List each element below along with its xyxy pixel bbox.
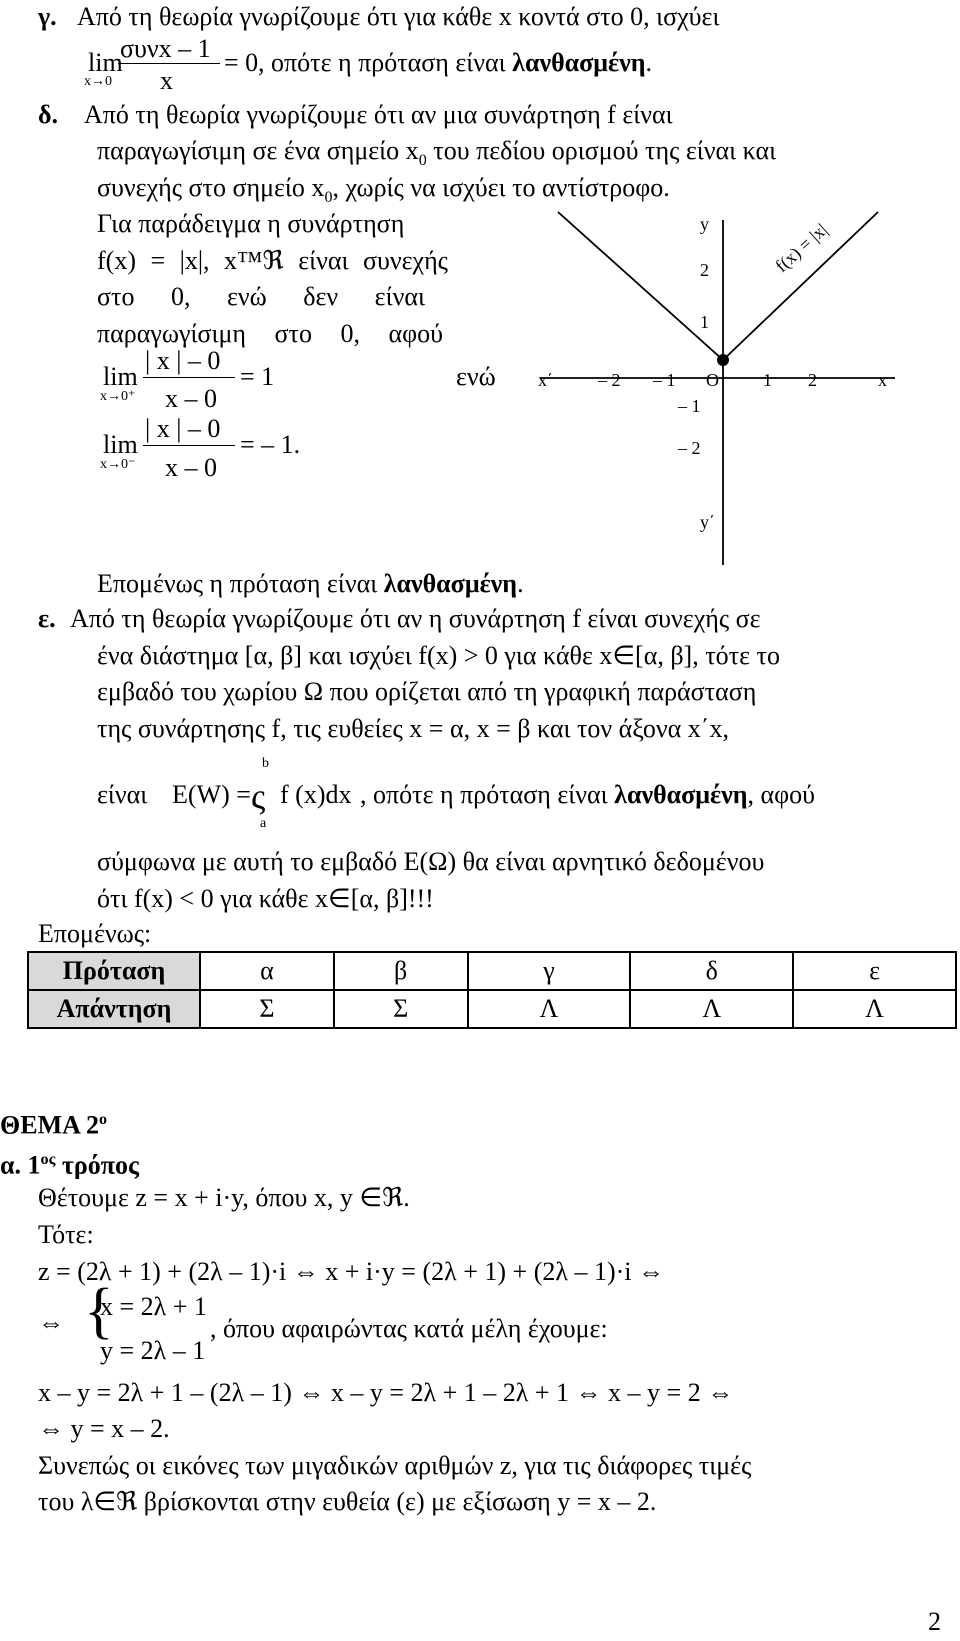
epsilon-line-3: εμβαδό του χωρίου Ω που ορίζεται από τη γραφική παράσταση [97,677,757,706]
table-cell: Λ [468,990,631,1028]
table-cell: Σ [334,990,468,1028]
delta-line-3: συνεχής στο σημείο $x_0$, χωρίς να ισχύει το αντίστροφο. [97,173,670,207]
lim2-fraction-bar [143,445,235,446]
item-epsilon-marker: ε. [38,604,56,633]
lim1-lim: lim [103,362,138,391]
lim2-numerator: | x | – 0 [145,414,221,443]
lim1-denominator: x – 0 [165,384,217,413]
table-cell: β [334,952,468,990]
lim1-equals: = 1 [240,362,275,391]
y-tick-minus-2: – 2 [678,438,701,458]
epsilon-line-5-prefix: είναι [97,780,148,809]
lim2-subscript: x→0⁻ [100,457,136,472]
table-cell: Λ [793,990,956,1028]
epsilon-line-4: της συνάρτησης f, τις ευθείες x = α, x = β και τον άξονα x΄x, [97,714,729,743]
y-tick-minus-1: – 1 [678,396,701,416]
lim1-subscript: x→0⁺ [100,389,136,404]
word-eno: ενώ [456,362,496,391]
integral-upper-limit: b [262,756,269,771]
delta-conclusion: Επομένως η πρόταση είναι λανθασμένη. [97,569,524,598]
lim2-lim: lim [103,430,138,459]
area-lhs: E(W) = [172,780,251,809]
delta-conclusion-bold: λανθασμένη [383,569,518,598]
origin-point [717,354,729,366]
epsilon-conclusion-bold: λανθασμένη [614,780,748,809]
table-row [28,952,956,990]
theme-2-line-2: Τότε: [38,1220,94,1249]
x-tick-2: 2 [808,370,817,390]
theme-2-line-7: Συνεπώς οι εικόνες των μιγαδικών αριθμών z, για τις διάφορες τιμές [38,1451,752,1480]
table-cell: Σ [200,990,334,1028]
theme-2-line-4: , όπου αφαιρώντας κατά μέλη έχουμε: [210,1314,608,1343]
y-axis-label: y [700,214,709,234]
table-header-proposition: Πρόταση [28,952,200,990]
origin-label: O [706,370,719,390]
gamma-conclusion: , οπότε η πρόταση είναι λανθασμένη. [258,48,653,77]
x-tick-1: 1 [763,370,772,390]
y-tick-2: 2 [700,260,709,280]
gamma-equals-zero: = 0 [224,48,259,77]
epsilon-line-1: Από τη θεωρία γνωρίζουμε ότι αν η συνάρτηση f είναι συνεχής σε [70,604,761,633]
theme-2-line-1: Θέτουμε z = x + i·y, όπου x, y ∈ℜ. [38,1183,410,1212]
table-row [28,990,956,1028]
theme-2-title: ΘΕΜΑ $2^o$ [0,1110,108,1140]
theme-2-line-8: του λ∈ℜ βρίσκονται στην ευθεία (ε) με εξίσωση y = x – 2. [38,1487,657,1516]
table-cell: Λ [630,990,793,1028]
delta-line-5: f(x) = |x|, x™ℜ είναι συνεχής [97,246,448,275]
integrand: f (x)dx [280,780,352,809]
x-axis-label: x [878,370,887,390]
theme-2-line-3: z = (2λ + 1) + (2λ – 1)·i ⇔ x + i·y = (2λ + 1) + (2λ – 1)·i ⇔ [38,1257,665,1286]
table-cell: δ [630,952,793,990]
x-tick-minus-1: – 1 [653,370,676,390]
epsilon-line-7: ότι f(x) < 0 για κάθε x∈[α, β]!!! [97,884,434,913]
epsilon-line-6: σύμφωνα με αυτή το εμβαδό Ε(Ω) θα είναι αρνητικό δεδομένου [97,847,765,876]
lim2-equals: = – 1. [240,430,301,459]
gamma-line-1: Από τη θεωρία γνωρίζουμε ότι για κάθε x κοντά στο 0, ισχύει [77,2,720,31]
table-cell: α [200,952,334,990]
gamma-conclusion-bold: λανθασμένη [512,48,646,77]
epsilon-line-2: ένα διάστημα [α, β] και ισχύει f(x) > 0 για κάθε x∈[α, β], τότε το [97,641,780,670]
integral-lower-limit: a [260,816,267,831]
system-equation-2: y = 2λ – 1 [100,1336,206,1365]
abs-function-graph [530,210,910,570]
gamma-lim: lim [88,48,123,77]
system-brace: { [84,1277,114,1345]
therefore-label: Επομένως: [38,919,152,948]
delta-line-4: Για παράδειγμα η συνάρτηση [97,209,405,238]
theme-2-part-a: α. $1^{o\varsigma}$ τρόπος [0,1150,139,1180]
item-gamma-marker: γ. [38,2,57,31]
lim1-fraction-bar [143,377,235,378]
table-cell: γ [468,952,631,990]
graph-left-branch [558,212,723,360]
epsilon-line-5-rest: , οπότε η πρόταση είναι λανθασμένη, αφού [360,780,816,809]
gamma-fraction-denominator: x [160,66,173,95]
delta-line-2: παραγωγίσιμη σε ένα σημείο $x_0$ του πεδίου ορισμού της είναι και [97,136,777,170]
delta-line-6: στο 0, ενώ δεν είναι [97,282,425,311]
theme-2-line-6: ⇔ y = x – 2. [38,1414,170,1443]
item-delta-marker: δ. [38,100,58,129]
x-tick-minus-2: – 2 [598,370,621,390]
gamma-fraction-numerator: συνx – 1 [120,34,211,63]
function-label: f(x) = |x| [771,219,832,276]
lim2-denominator: x – 0 [165,453,217,482]
theme-2-line-5: x – y = 2λ + 1 – (2λ – 1) ⇔ x – y = 2λ + 1 – 2λ + 1 ⇔ x – y = 2 ⇔ [38,1378,734,1407]
x-neg-axis-label: x΄ [538,370,553,390]
answers-table [27,951,957,1029]
gamma-lim-subscript: x→0 [84,74,112,89]
system-equation-1: x = 2λ + 1 [100,1292,207,1321]
system-equivalence-arrow: ⇔ [38,1308,64,1337]
page-number: 2 [928,1607,941,1636]
y-neg-axis-label: y΄ [700,512,715,532]
integral-sign: ς [251,776,266,816]
y-tick-1: 1 [700,312,709,332]
delta-line-1: Από τη θεωρία γνωρίζουμε ότι αν μια συνάρτηση f είναι [84,100,673,129]
delta-line-7: παραγωγίσιμη στο 0, αφού [97,319,443,348]
table-header-answer: Απάντηση [28,990,200,1028]
table-cell: ε [793,952,956,990]
lim1-numerator: | x | – 0 [145,346,221,375]
